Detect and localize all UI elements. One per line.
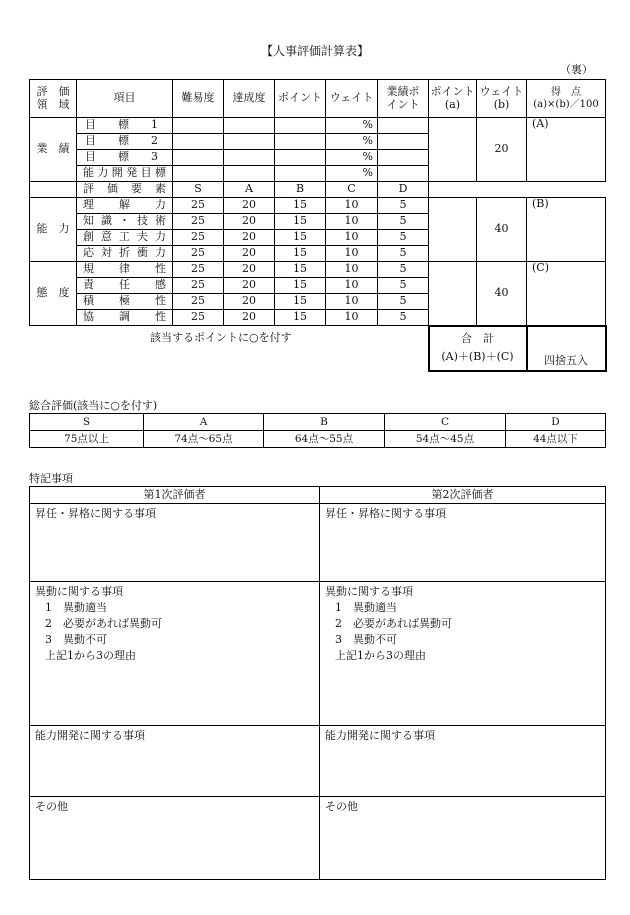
header-performance-point: 業績ポ イント: [378, 80, 429, 118]
other-label: その他: [325, 800, 358, 813]
weight-percent-cell[interactable]: %: [326, 118, 378, 134]
point-option[interactable]: 15: [275, 294, 326, 310]
transfer-reason: 上記1から3の理由: [45, 649, 136, 662]
rounding-note: 四捨五入: [544, 354, 588, 368]
header-weight: ウェイト: [326, 80, 378, 118]
grade-range[interactable]: 74点～65点: [144, 431, 264, 448]
grade-header: D: [378, 182, 429, 198]
point-option[interactable]: 25: [173, 310, 224, 326]
header-weight-b: ウェイト (b): [477, 80, 527, 118]
second-evaluator-header: 第2次評価者: [320, 487, 606, 504]
transfer-option: 2 必要があれば異動可: [45, 617, 162, 630]
total-label: 合 計: [461, 332, 494, 346]
development-label: 能力開発に関する事項: [35, 729, 145, 742]
point-option[interactable]: 10: [326, 214, 378, 230]
point-option[interactable]: 25: [173, 214, 224, 230]
special-notes-label: 特記事項: [29, 472, 73, 485]
difficulty-cell[interactable]: [173, 134, 224, 150]
point-option[interactable]: 5: [378, 198, 429, 214]
row-label: 理 解 力: [77, 198, 173, 214]
point-option[interactable]: 5: [378, 214, 429, 230]
header-item: 項目: [77, 80, 173, 118]
performance-point-cell[interactable]: [378, 166, 429, 182]
row-label: 規 律 性: [77, 262, 173, 278]
header-difficulty: 難易度: [173, 80, 224, 118]
point-option[interactable]: 5: [378, 278, 429, 294]
grade-range[interactable]: 44点以下: [506, 431, 606, 448]
document-title: 【人事評価計算表】: [260, 44, 369, 58]
page-side-label: （裏）: [560, 63, 593, 76]
evaluation-calculation-table: [29, 79, 607, 372]
performance-point-cell[interactable]: [378, 150, 429, 166]
development-cell-second[interactable]: [320, 726, 606, 797]
point-cell[interactable]: [275, 118, 326, 134]
table-row: [30, 118, 606, 134]
point-option[interactable]: 5: [378, 230, 429, 246]
transfer-cell-second[interactable]: [320, 582, 606, 726]
point-option[interactable]: 5: [378, 294, 429, 310]
overall-evaluation-label: 総合評価(該当に○を付す): [29, 399, 158, 412]
transfer-option: 1 異動適当: [45, 601, 107, 614]
promotion-cell-second[interactable]: [320, 504, 606, 582]
header-domain: 評 価 領 域: [30, 80, 77, 118]
difficulty-cell[interactable]: [173, 166, 224, 182]
row-label: 責 任 感: [77, 278, 173, 294]
point-option[interactable]: 20: [224, 198, 275, 214]
point-cell[interactable]: [275, 150, 326, 166]
point-cell[interactable]: [275, 134, 326, 150]
point-a-cell[interactable]: [429, 118, 477, 182]
point-option[interactable]: 20: [224, 294, 275, 310]
promotion-label: 昇任・昇格に関する事項: [325, 507, 446, 520]
blank-cell: [429, 182, 606, 198]
achievement-cell[interactable]: [224, 118, 275, 134]
weight-b-performance: 20: [477, 118, 527, 182]
total-score-cell[interactable]: [527, 326, 606, 372]
row-label: 目 標 1: [77, 118, 173, 134]
domain-attitude: 態 度: [30, 262, 77, 326]
difficulty-cell[interactable]: [173, 118, 224, 134]
row-label: 創意工夫力: [77, 230, 173, 246]
weight-percent-cell[interactable]: %: [326, 166, 378, 182]
transfer-reason: 上記1から3の理由: [335, 649, 426, 662]
point-option[interactable]: 15: [275, 278, 326, 294]
table-header-row: [30, 80, 606, 118]
development-cell-first[interactable]: [30, 726, 320, 797]
weight-percent-cell[interactable]: %: [326, 134, 378, 150]
point-option[interactable]: 15: [275, 198, 326, 214]
transfer-option: 3 異動不可: [335, 633, 397, 646]
point-option[interactable]: 10: [326, 310, 378, 326]
grade-range[interactable]: 64点～55点: [264, 431, 385, 448]
point-option[interactable]: 10: [326, 262, 378, 278]
other-label: その他: [35, 800, 68, 813]
point-a-cell[interactable]: [429, 198, 477, 262]
grade-header: C: [326, 182, 378, 198]
total-formula: (A)＋(B)＋(C): [441, 350, 514, 364]
point-option[interactable]: 10: [326, 278, 378, 294]
other-cell-second[interactable]: [320, 797, 606, 880]
promotion-label: 昇任・昇格に関する事項: [35, 507, 156, 520]
point-option[interactable]: 20: [224, 214, 275, 230]
development-row: [30, 726, 606, 797]
point-option[interactable]: 5: [378, 262, 429, 278]
achievement-cell[interactable]: [224, 166, 275, 182]
transfer-option: 3 異動不可: [45, 633, 107, 646]
promotion-cell-first[interactable]: [30, 504, 320, 582]
performance-point-cell[interactable]: [378, 118, 429, 134]
weight-percent-cell[interactable]: %: [326, 150, 378, 166]
other-cell-first[interactable]: [30, 797, 320, 880]
grade-letter[interactable]: C: [385, 414, 506, 431]
point-option[interactable]: 15: [275, 230, 326, 246]
point-option[interactable]: 25: [173, 198, 224, 214]
transfer-label: 異動に関する事項: [35, 585, 123, 598]
difficulty-cell[interactable]: [173, 150, 224, 166]
row-label: 目 標 2: [77, 134, 173, 150]
domain-performance: 業 績: [30, 118, 77, 182]
header-score: 得 点 (a)×(b)／100: [527, 80, 606, 118]
transfer-label: 異動に関する事項: [325, 585, 413, 598]
point-option[interactable]: 20: [224, 262, 275, 278]
point-option[interactable]: 25: [173, 230, 224, 246]
other-row: [30, 797, 606, 880]
weight-b-ability: 40: [477, 198, 527, 262]
special-notes-table: [29, 486, 606, 880]
point-option[interactable]: 20: [224, 278, 275, 294]
header-point-a: ポイント (a): [429, 80, 477, 118]
row-label: 協 調 性: [77, 310, 173, 326]
grade-header: B: [275, 182, 326, 198]
point-option[interactable]: 15: [275, 262, 326, 278]
grade-letter[interactable]: D: [506, 414, 606, 431]
point-option[interactable]: 15: [275, 310, 326, 326]
transfer-row: [30, 582, 606, 726]
transfer-cell-first[interactable]: [30, 582, 320, 726]
grade-row: [30, 414, 606, 431]
transfer-option: 1 異動適当: [335, 601, 397, 614]
point-option[interactable]: 20: [224, 230, 275, 246]
domain-ability: 能 力: [30, 198, 77, 262]
score-c-cell[interactable]: (C): [527, 262, 606, 326]
evaluation-elements-row: [30, 182, 606, 198]
row-label: 目 標 3: [77, 150, 173, 166]
score-b-cell[interactable]: (B): [527, 198, 606, 262]
blank-cell: [30, 182, 77, 198]
row-label: 知識・技術: [77, 214, 173, 230]
header-point: ポイント: [275, 80, 326, 118]
table-row: [30, 198, 606, 214]
row-label: 応対折衝力: [77, 246, 173, 262]
grade-letter[interactable]: B: [264, 414, 385, 431]
grade-range[interactable]: 54点～45点: [385, 431, 506, 448]
point-option[interactable]: 5: [378, 310, 429, 326]
grade-letter[interactable]: A: [144, 414, 264, 431]
point-a-cell[interactable]: [429, 262, 477, 326]
header-achievement: 達成度: [224, 80, 275, 118]
point-option[interactable]: 10: [326, 230, 378, 246]
point-option[interactable]: 25: [173, 262, 224, 278]
point-option[interactable]: 15: [275, 246, 326, 262]
score-a-cell[interactable]: (A): [527, 118, 606, 182]
grade-header: S: [173, 182, 224, 198]
weight-b-attitude: 40: [477, 262, 527, 326]
point-option[interactable]: 25: [173, 278, 224, 294]
performance-point-cell[interactable]: [378, 134, 429, 150]
table-row: [30, 262, 606, 278]
point-option[interactable]: 10: [326, 294, 378, 310]
development-label: 能力開発に関する事項: [325, 729, 435, 742]
transfer-option: 2 必要があれば異動可: [335, 617, 452, 630]
point-cell[interactable]: [275, 166, 326, 182]
point-option[interactable]: 15: [275, 214, 326, 230]
promotion-row: [30, 504, 606, 582]
point-option[interactable]: 5: [378, 246, 429, 262]
row-label: 評 価 要 素: [77, 182, 173, 198]
point-option[interactable]: 10: [326, 246, 378, 262]
point-option[interactable]: 20: [224, 310, 275, 326]
row-label: 積 極 性: [77, 294, 173, 310]
evaluator-header-row: [30, 487, 606, 504]
total-label-cell: [429, 326, 527, 372]
grade-range[interactable]: 75点以上: [30, 431, 144, 448]
grade-letter[interactable]: S: [30, 414, 144, 431]
grade-range-row: [30, 431, 606, 448]
row-label: 能力開発目標: [77, 166, 173, 182]
point-option[interactable]: 10: [326, 198, 378, 214]
point-option[interactable]: 25: [173, 294, 224, 310]
total-row: [30, 326, 606, 372]
achievement-cell[interactable]: [224, 150, 275, 166]
achievement-cell[interactable]: [224, 134, 275, 150]
overall-grade-table: [29, 413, 606, 448]
point-option[interactable]: 20: [224, 246, 275, 262]
point-option[interactable]: 25: [173, 246, 224, 262]
grade-header: A: [224, 182, 275, 198]
first-evaluator-header: 第1次評価者: [30, 487, 320, 504]
point-instruction-note: 該当するポイントに○を付す: [150, 331, 292, 344]
